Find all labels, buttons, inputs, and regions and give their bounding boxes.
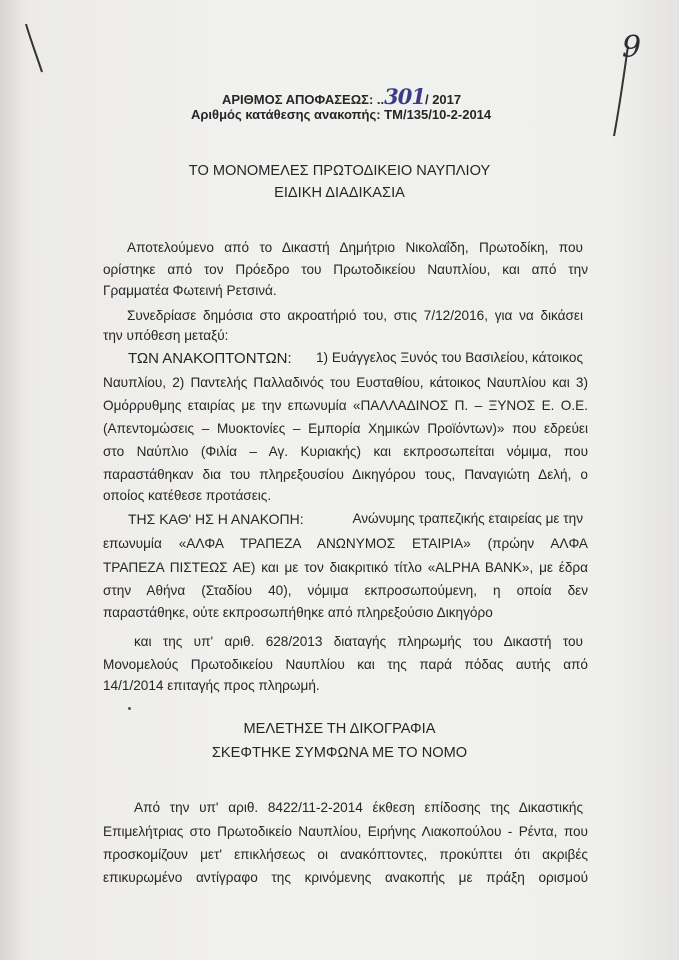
session-line-1: Συνεδρίασε δημόσια στο ακροατήριό του, στις 7/12/2016, για να δικάσει <box>127 308 583 323</box>
order-line-2: Μονομελούς Πρωτοδικείου Ναυπλίου και της παρά πόδας αυτής από <box>103 657 588 672</box>
procedure-type: ΕΙΔΙΚΗ ΔΙΑΔΙΚΑΣΙΑ <box>274 185 405 201</box>
respondent-line-3: ΤΡΑΠΕΖΑ ΠΙΣΤΕΩΣ ΑΕ) και με τον διακριτικό τίτλο «ALPHA BANK», με έδρα <box>103 560 588 575</box>
appellant-1: 1) Ευάγγελος Ξυνός του Βασιλείου, κάτοικος <box>315 350 583 365</box>
service-line-1: Από την υπ' αριθ. 8422/11-2-2014 έκθεση επίδοσης της Δικαστικής <box>134 800 583 815</box>
ink-dot <box>128 707 131 710</box>
appellants-line-2: Ναυπλίου, 2) Παντελής Παλλαδινός του Ευσταθίου, κάτοικος Ναυπλίου και 3) <box>103 375 588 390</box>
service-line-3: προσκομίζουν μετ' επικλήσεως οι ανακόπτοντες, προκύπτει ότι ακριβές <box>103 847 588 862</box>
session-line-2: την υπόθεση μεταξύ: <box>103 328 229 343</box>
filing-number-line: Αριθμός κατάθεσης ανακοπής: ΤΜ/135/10-2-2014 <box>191 107 492 122</box>
service-line-2: Επιμελήτριας στο Πρωτοδικείο Ναυπλίου, Ειρήνης Λιακοπούλου - Ρέντα, που <box>103 824 588 839</box>
considered-heading: ΣΚΕΦΤΗΚΕ ΣΥΜΦΩΝΑ ΜΕ ΤΟ ΝΟΜΟ <box>211 745 468 761</box>
appellants-line-5: στο Ναύπλιο (Φιλία – Αγ. Κυριακής) και εκπροσωπείται νόμιμα, που <box>103 444 588 459</box>
court-name: ΤΟ ΜΟΝΟΜΕΛΕΣ ΠΡΩΤΟΔΙΚΕΙΟ ΝΑΥΠΛΙΟΥ <box>188 163 491 179</box>
handwritten-page-number: 9 <box>622 30 641 65</box>
respondent-text-1: Ανώνυμης τραπεζικής εταιρείας με την <box>352 511 583 526</box>
handwritten-decision-number: 301 <box>384 84 425 109</box>
appellants-label: ΤΩΝ ΑΝΑΚΟΠΤΟΝΤΩΝ: <box>128 350 292 367</box>
service-line-4: επικυρωμένο αντίγραφο της κρινόμενης ανακοπής με πράξη ορισμού <box>103 870 588 885</box>
respondent-first-line <box>128 511 583 527</box>
order-line-3: 14/1/2014 επιταγής προς πληρωμή. <box>103 678 320 693</box>
appellants-line-6: παραστάθηκαν δια του πληρεξουσίου Δικηγόρου τους, Παναγιώτη Δελή, ο <box>103 467 588 482</box>
decision-label: ΑΡΙΘΜΟΣ ΑΠΟΦΑΣΕΩΣ: .. <box>222 92 385 107</box>
appellants-first-line <box>128 350 583 367</box>
respondent-label: ΤΗΣ ΚΑΘ' ΗΣ Η ΑΝΑΚΟΠΗ: <box>128 511 304 527</box>
composition-line-3: Γραμματέα Φωτεινή Ρετσινά. <box>103 283 277 298</box>
composition-line-2: ορίστηκε από τον Πρόεδρο του Πρωτοδικείου Ναυπλίου, και από την <box>103 262 588 277</box>
decision-year: / 2017 <box>424 92 462 107</box>
respondent-line-2: επωνυμία «ΑΛΦΑ ΤΡΑΠΕΖΑ ΑΝΩΝΥΜΟΣ ΕΤΑΙΡΙΑ» (πρώην ΑΛΦΑ <box>103 536 588 551</box>
composition-line-1: Αποτελούμενο από το Δικαστή Δημήτριο Νικολαΐδη, Πρωτοδίκη, που <box>127 240 583 255</box>
respondent-line-5: παραστάθηκε, ούτε εκπροσωπήθηκε από πληρεξούσιο Δικηγόρο <box>103 605 493 620</box>
appellants-line-4: (Απεντομώσεις – Μυοκτονίες – Εμπορία Χημικών Προϊόντων)» που εδρεύει <box>103 421 588 436</box>
appellants-line-3: Ομόρρυθμης εταιρίας με την επωνυμία «ΠΑΛΛΑΔΙΝΟΣ Π. – ΞΥΝΟΣ Ε. Ο.Ε. <box>103 398 588 413</box>
respondent-line-4: στην Αθήνα (Σταδίου 40), νόμιμα εκπροσωπούμενη, η οποία δεν <box>103 583 588 598</box>
order-line-1: και της υπ' αριθ. 628/2013 διαταγής πληρωμής του Δικαστή του <box>134 634 583 649</box>
handwritten-slash-mark <box>12 18 52 78</box>
studied-heading: ΜΕΛΕΤΗΣΕ ΤΗ ΔΙΚΟΓΡΑΦΙΑ <box>243 721 436 737</box>
decision-number-line <box>222 84 461 109</box>
appellants-line-7: οποίος κατέθεσε προτάσεις. <box>103 488 272 503</box>
